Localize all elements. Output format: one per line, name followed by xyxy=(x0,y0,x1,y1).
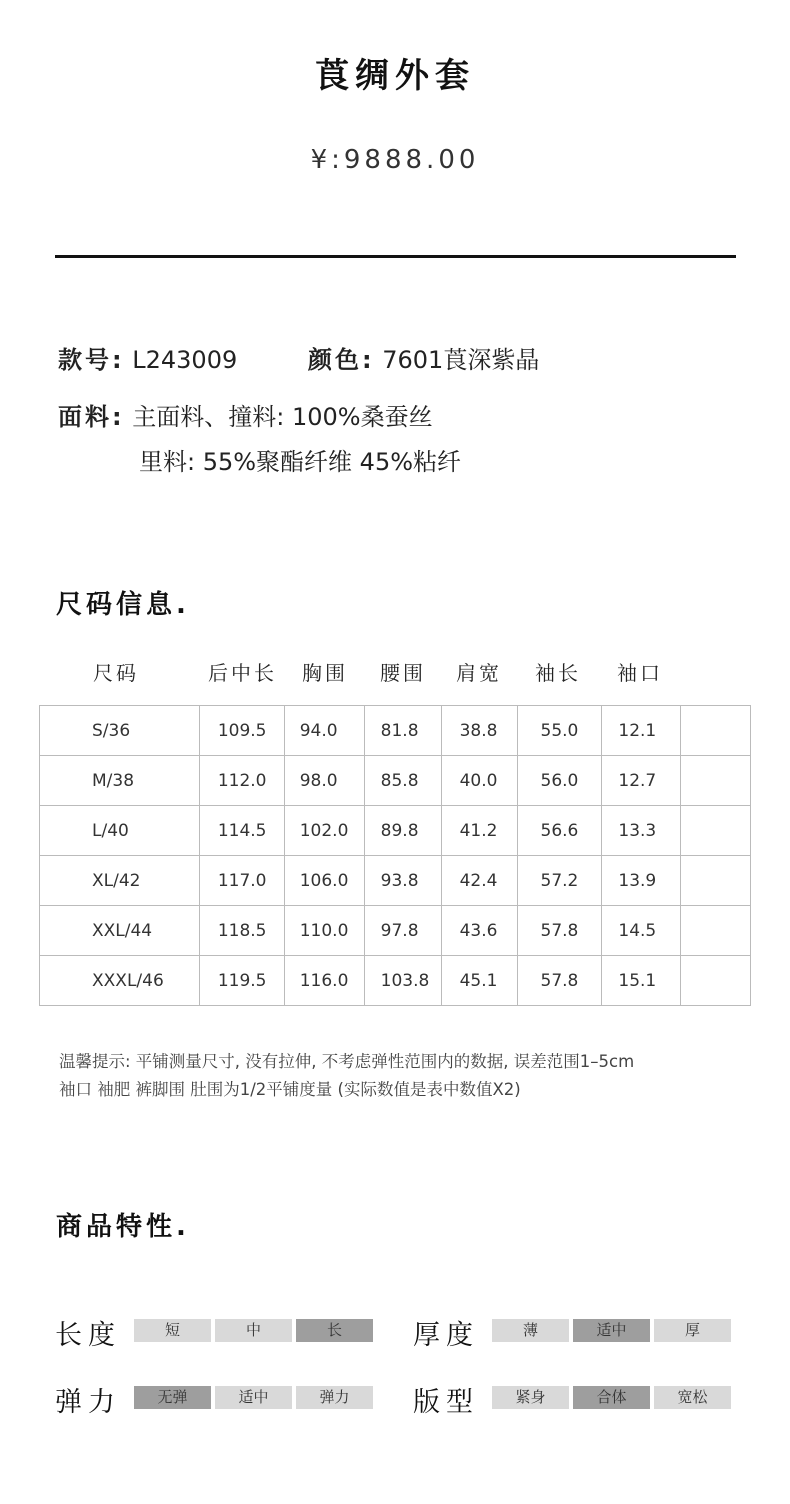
table-cell: 85.8 xyxy=(364,756,441,806)
size-header: 腰围 xyxy=(380,661,426,685)
table-cell: 15.1 xyxy=(602,956,681,1006)
table-cell: 40.0 xyxy=(441,756,517,806)
table-cell: 106.0 xyxy=(284,856,364,906)
table-cell: 42.4 xyxy=(441,856,517,906)
table-cell: 93.8 xyxy=(364,856,441,906)
size-header: 袖长 xyxy=(535,661,581,685)
fit-option: 宽松 xyxy=(654,1386,731,1409)
elasticity-option: 弹力 xyxy=(296,1386,373,1409)
feature-label-length: 长度 xyxy=(55,1320,121,1351)
elasticity-option: 适中 xyxy=(215,1386,292,1409)
feature-label-thickness: 厚度 xyxy=(413,1320,479,1351)
table-cell: 112.0 xyxy=(199,756,284,806)
table-cell xyxy=(681,706,751,756)
table-cell xyxy=(681,906,751,956)
table-cell xyxy=(681,856,751,906)
thickness-option: 厚 xyxy=(654,1319,731,1342)
table-cell: 12.1 xyxy=(602,706,681,756)
divider xyxy=(55,255,736,258)
size-header: 后中长 xyxy=(208,661,277,685)
length-option: 短 xyxy=(134,1319,211,1342)
size-note-line1: 温馨提示: 平铺测量尺寸, 没有拉伸, 不考虑弹性范围内的数据, 误差范围1–5cm xyxy=(59,1052,635,1071)
table-cell: XXL/44 xyxy=(40,906,200,956)
color-value: 7601莨深紫晶 xyxy=(382,346,540,374)
length-option: 中 xyxy=(215,1319,292,1342)
style-number-label: 款号: xyxy=(58,346,125,374)
table-cell: S/36 xyxy=(40,706,200,756)
table-cell xyxy=(681,806,751,856)
table-cell: M/38 xyxy=(40,756,200,806)
table-cell: 41.2 xyxy=(441,806,517,856)
table-cell: 94.0 xyxy=(284,706,364,756)
table-cell: 103.8 xyxy=(364,956,441,1006)
table-cell: 13.3 xyxy=(602,806,681,856)
size-header: 肩宽 xyxy=(456,661,502,685)
fit-option-selected: 合体 xyxy=(573,1386,650,1409)
table-cell: 57.2 xyxy=(517,856,602,906)
table-row xyxy=(40,756,751,806)
fabric-lining: 里料: 55%聚酯纤维 45%粘纤 xyxy=(139,448,462,476)
table-cell: 117.0 xyxy=(199,856,284,906)
table-row xyxy=(40,956,751,1006)
table-cell: 118.5 xyxy=(199,906,284,956)
table-cell: 114.5 xyxy=(199,806,284,856)
size-note-line2: 袖口 袖肥 裤脚围 肚围为1/2平铺度量 (实际数值是表中数值X2) xyxy=(59,1080,521,1099)
table-cell: 116.0 xyxy=(284,956,364,1006)
table-row xyxy=(40,806,751,856)
table-cell: 109.5 xyxy=(199,706,284,756)
color-label: 颜色: xyxy=(308,346,375,374)
table-cell: 57.8 xyxy=(517,906,602,956)
table-cell: 102.0 xyxy=(284,806,364,856)
table-cell: 98.0 xyxy=(284,756,364,806)
table-cell: 110.0 xyxy=(284,906,364,956)
features-section-title: 商品特性. xyxy=(56,1212,190,1242)
table-cell: 81.8 xyxy=(364,706,441,756)
table-cell: XL/42 xyxy=(40,856,200,906)
size-header: 尺码 xyxy=(93,661,139,685)
table-cell: 45.1 xyxy=(441,956,517,1006)
length-option-selected: 长 xyxy=(296,1319,373,1342)
size-header: 袖口 xyxy=(617,661,663,685)
table-cell: XXXL/46 xyxy=(40,956,200,1006)
thickness-option-selected: 适中 xyxy=(573,1319,650,1342)
table-cell: 97.8 xyxy=(364,906,441,956)
elasticity-option-selected: 无弹 xyxy=(134,1386,211,1409)
table-cell: 119.5 xyxy=(199,956,284,1006)
table-cell: 43.6 xyxy=(441,906,517,956)
color xyxy=(308,340,539,375)
fabric-label: 面料: xyxy=(58,403,125,431)
size-header: 胸围 xyxy=(302,661,348,685)
thickness-option: 薄 xyxy=(492,1319,569,1342)
table-cell: 14.5 xyxy=(602,906,681,956)
feature-label-fit: 版型 xyxy=(413,1387,479,1418)
product-title: 莨绸外套 xyxy=(315,56,475,96)
table-cell: L/40 xyxy=(40,806,200,856)
table-cell xyxy=(681,756,751,806)
fit-option: 紧身 xyxy=(492,1386,569,1409)
table-cell: 55.0 xyxy=(517,706,602,756)
feature-label-elasticity: 弹力 xyxy=(55,1387,121,1418)
table-cell: 13.9 xyxy=(602,856,681,906)
table-cell: 89.8 xyxy=(364,806,441,856)
fabric xyxy=(58,397,433,432)
table-cell: 56.6 xyxy=(517,806,602,856)
table-cell: 57.8 xyxy=(517,956,602,1006)
style-number xyxy=(58,340,237,375)
table-cell: 38.8 xyxy=(441,706,517,756)
table-cell: 12.7 xyxy=(602,756,681,806)
size-table xyxy=(39,705,751,1006)
table-row xyxy=(40,706,751,756)
table-cell: 56.0 xyxy=(517,756,602,806)
table-row xyxy=(40,906,751,956)
table-row xyxy=(40,856,751,906)
fabric-main: 主面料、撞料: 100%桑蚕丝 xyxy=(132,403,433,431)
table-cell xyxy=(681,956,751,1006)
style-number-value: L243009 xyxy=(132,346,238,374)
size-section-title: 尺码信息. xyxy=(56,590,190,620)
product-price: ¥:9888.00 xyxy=(310,145,480,175)
